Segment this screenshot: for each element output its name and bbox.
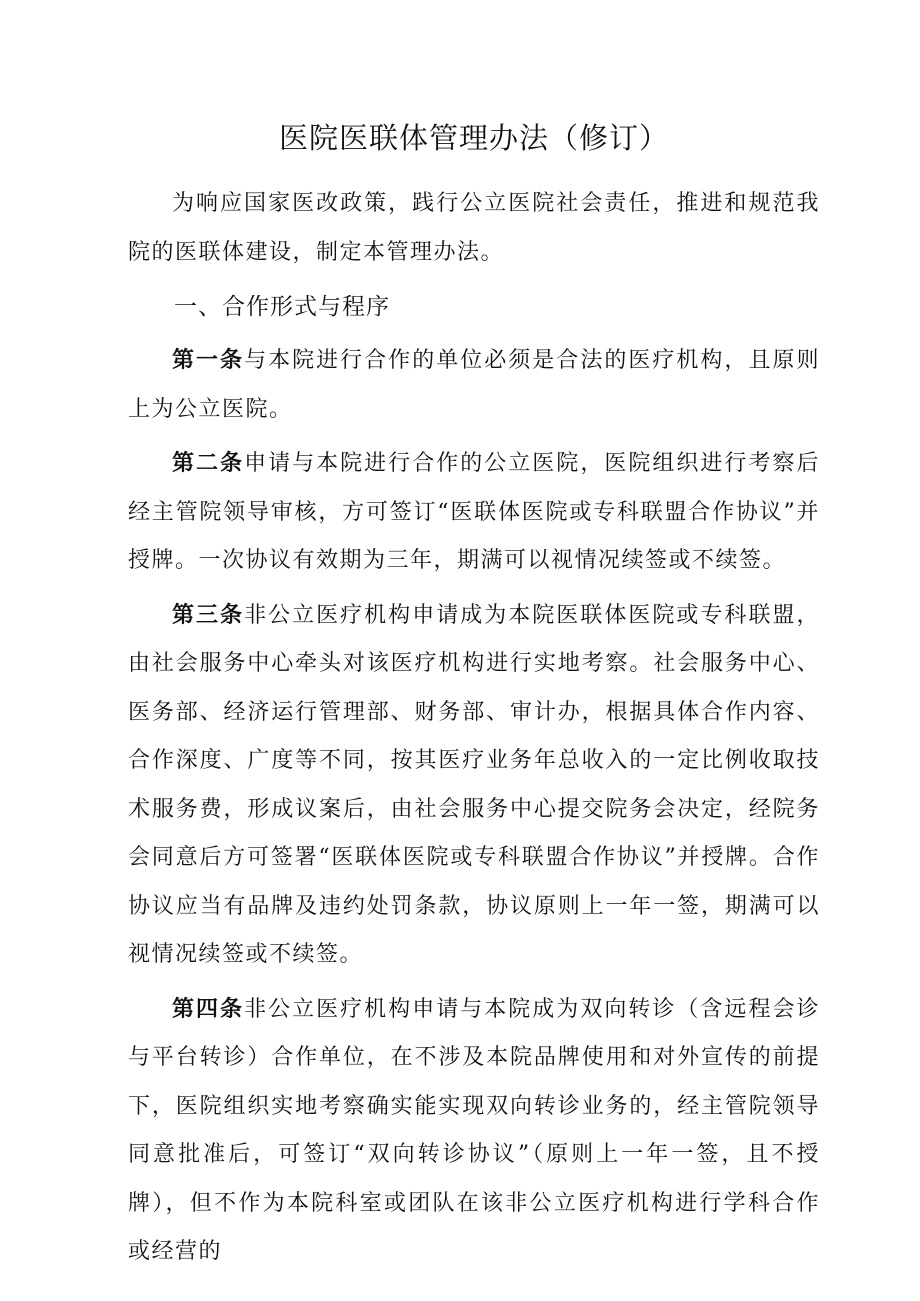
intro-paragraph: 为响应国家医改政策，践行公立医院社会责任，推进和规范我院的医联体建设，制定本管理办法。: [128, 191, 820, 265]
document-title: 医院医联体管理办法（修订）: [278, 121, 669, 155]
article-label: 第三条: [172, 602, 245, 628]
article-text: 非公立医疗机构申请成为本院医联体医院或专科联盟，由社会服务中心牵头对该医疗机构进行实地考察。社会服务中心、医务部、经济运行管理部、财务部、审计办，根据具体合作内容、合作深度、广度等不同，按其医疗业务年总收入的一定比例收取技术服务费，形成议案后，由社会服务中心提交院务会决定，经院务会同意后方可签署“医联体医院或专科联盟合作协议”并授牌。合作协议应当有品牌及违约处罚条款，协议原则上一年一签，期满可以视情况续签或不续签。: [128, 602, 820, 967]
article-label: 第二条: [172, 451, 245, 476]
article-text: 与本院进行合作的单位必须是合法的医疗机构，且原则上为公立医院。: [128, 348, 820, 422]
article-label: 第一条: [172, 348, 245, 373]
article-4: [128, 986, 820, 1277]
article-1: [128, 337, 820, 434]
article-text: 申请与本院进行合作的公立医院，医院组织进行考察后经主管院领导审核，方可签订“医联体医院或专科联盟合作协议”并授牌。一次协议有效期为三年，期满可以视情况续签或不续签。: [128, 451, 820, 573]
article-3: [128, 592, 820, 980]
article-text: 非公立医疗机构申请与本院成为双向转诊（含远程会诊与平台转诊）合作单位，在不涉及本院品牌使用和对外宣传的前提下，医院组织实地考察确实能实现双向转诊业务的，经主管院领导同意批准后，可签订“双向转诊协议”（原则上一年一签，且不授牌），但不作为本院科室或团队在该非公立医疗机构进行学科合作或经营的: [128, 996, 820, 1264]
section-heading: 一、合作形式与程序: [174, 294, 390, 320]
article-label: 第四条: [172, 996, 245, 1022]
article-2: [128, 440, 820, 586]
